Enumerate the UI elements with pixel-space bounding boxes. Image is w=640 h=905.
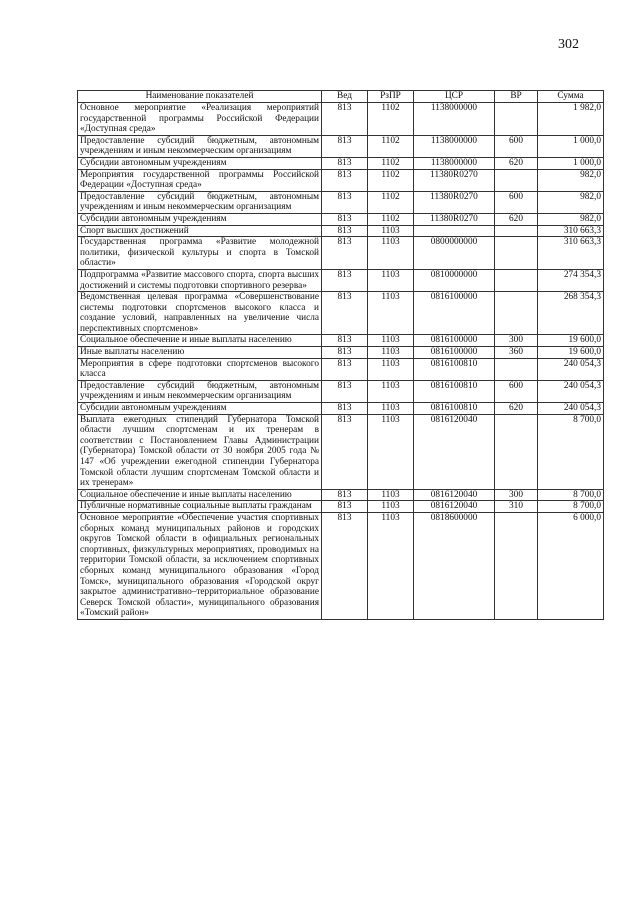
table-row	[78, 335, 604, 347]
table-row	[78, 213, 604, 225]
cell-csr: 1138000000	[414, 103, 495, 136]
column-header-ved: Вед	[322, 91, 368, 103]
cell-csr: 0816120040	[414, 501, 495, 513]
cell-ved: 813	[322, 403, 368, 415]
budget-table	[77, 90, 604, 620]
cell-rzpr: 1103	[368, 269, 414, 291]
cell-ved: 813	[322, 269, 368, 291]
cell-ved: 813	[322, 225, 368, 237]
cell-vr	[495, 512, 538, 619]
cell-sum: 310 663,3	[538, 225, 604, 237]
table-row	[78, 135, 604, 157]
table-row	[78, 512, 604, 619]
table-row	[78, 403, 604, 415]
cell-rzpr: 1103	[368, 489, 414, 501]
cell-rzpr: 1103	[368, 347, 414, 359]
cell-sum: 240 054,3	[538, 403, 604, 415]
cell-ved: 813	[322, 358, 368, 380]
table-row	[78, 358, 604, 380]
cell-name: Предоставление субсидий бюджетным, автономным учреждениям и иным некоммерческим организациям	[78, 135, 322, 157]
cell-vr	[495, 269, 538, 291]
cell-name: Государственная программа «Развитие молодежной политики, физической культуры и спорта в Томской области»	[78, 237, 322, 270]
cell-rzpr: 1103	[368, 292, 414, 335]
table-row	[78, 225, 604, 237]
cell-csr: 0816100810	[414, 380, 495, 402]
cell-rzpr: 1103	[368, 358, 414, 380]
table-row	[78, 157, 604, 169]
cell-ved: 813	[322, 292, 368, 335]
table-row	[78, 191, 604, 213]
cell-ved: 813	[322, 347, 368, 359]
table-row	[78, 292, 604, 335]
cell-csr: 0818600000	[414, 512, 495, 619]
cell-name: Субсидии автономным учреждениям	[78, 403, 322, 415]
cell-rzpr: 1102	[368, 135, 414, 157]
cell-csr	[414, 225, 495, 237]
cell-sum: 19 600,0	[538, 347, 604, 359]
table-row	[78, 269, 604, 291]
cell-csr: 11380R0270	[414, 191, 495, 213]
cell-name: Подпрограмма «Развитие массового спорта, спорта высших достижений и системы подготовки спортивного резерва»	[78, 269, 322, 291]
cell-ved: 813	[322, 501, 368, 513]
cell-csr: 0816100000	[414, 347, 495, 359]
cell-sum: 310 663,3	[538, 237, 604, 270]
cell-ved: 813	[322, 414, 368, 489]
cell-csr: 0810000000	[414, 269, 495, 291]
cell-name: Ведомственная целевая программа «Совершенствование системы подготовки спортсменов высокого класса и создание условий, направленных на увеличение числа перспективных спортсменов»	[78, 292, 322, 335]
cell-vr	[495, 169, 538, 191]
cell-vr: 360	[495, 347, 538, 359]
column-header-csr: ЦСР	[414, 91, 495, 103]
cell-ved: 813	[322, 103, 368, 136]
cell-sum: 8 700,0	[538, 489, 604, 501]
cell-csr: 11380R0270	[414, 169, 495, 191]
cell-vr	[495, 225, 538, 237]
cell-vr: 600	[495, 191, 538, 213]
column-header-sum: Сумма	[538, 91, 604, 103]
column-header-vr: ВР	[495, 91, 538, 103]
table-row	[78, 380, 604, 402]
cell-ved: 813	[322, 380, 368, 402]
table-row	[78, 169, 604, 191]
cell-sum: 240 054,3	[538, 358, 604, 380]
cell-vr: 300	[495, 489, 538, 501]
cell-csr: 0800000000	[414, 237, 495, 270]
table-row	[78, 501, 604, 513]
cell-sum: 268 354,3	[538, 292, 604, 335]
cell-ved: 813	[322, 157, 368, 169]
cell-sum: 1 982,0	[538, 103, 604, 136]
cell-rzpr: 1102	[368, 191, 414, 213]
cell-sum: 8 700,0	[538, 501, 604, 513]
cell-name: Основное мероприятие «Обеспечение участия спортивных сборных команд муниципальных районов и городских округов Томской области в официальных региональных спортивных, физкультурных мероприятиях, проводимых на территории Томской области, за исключением спортивных сборных команд муниципального образования «Город Томск», муниципального образования «Городской округ закрытое административно–территориальное образование Северск Томской области», муниципального образования «Томский район»	[78, 512, 322, 619]
page-number: 302	[558, 37, 579, 52]
cell-rzpr: 1102	[368, 157, 414, 169]
cell-name: Спорт высших достижений	[78, 225, 322, 237]
cell-vr: 600	[495, 380, 538, 402]
cell-name: Предоставление субсидий бюджетным, автономным учреждениям и иным некоммерческим организациям	[78, 191, 322, 213]
cell-ved: 813	[322, 489, 368, 501]
cell-vr	[495, 358, 538, 380]
cell-rzpr: 1103	[368, 225, 414, 237]
cell-sum: 19 600,0	[538, 335, 604, 347]
cell-name: Иные выплаты населению	[78, 347, 322, 359]
cell-rzpr: 1103	[368, 414, 414, 489]
cell-ved: 813	[322, 213, 368, 225]
cell-csr: 0816100000	[414, 335, 495, 347]
column-header-rzpr: РзПР	[368, 91, 414, 103]
cell-ved: 813	[322, 169, 368, 191]
cell-sum: 982,0	[538, 213, 604, 225]
cell-sum: 8 700,0	[538, 414, 604, 489]
cell-name: Основное мероприятие «Реализация мероприятий государственной программы Российской Федерации «Доступная среда»	[78, 103, 322, 136]
cell-vr	[495, 292, 538, 335]
cell-vr: 600	[495, 135, 538, 157]
cell-csr: 11380R0270	[414, 213, 495, 225]
cell-vr: 300	[495, 335, 538, 347]
cell-name: Субсидии автономным учреждениям	[78, 157, 322, 169]
cell-name: Мероприятия государственной программы Российской Федерации «Доступная среда»	[78, 169, 322, 191]
cell-rzpr: 1102	[368, 213, 414, 225]
cell-vr	[495, 103, 538, 136]
cell-sum: 1 000,0	[538, 135, 604, 157]
cell-vr: 620	[495, 157, 538, 169]
table-row	[78, 237, 604, 270]
cell-ved: 813	[322, 135, 368, 157]
cell-csr: 1138000000	[414, 135, 495, 157]
cell-csr: 0816100000	[414, 292, 495, 335]
cell-rzpr: 1103	[368, 380, 414, 402]
cell-name: Выплата ежегодных стипендий Губернатора Томской области лучшим спортсменам и их тренерам в соответствии с Постановлением Главы Администрации (Губернатора) Томской области от 30 ноября 2005 года № 147 «Об учреждении ежегодной стипендии Губернатора Томской области лучшим спортсменам Томской области и их тренерам»	[78, 414, 322, 489]
cell-ved: 813	[322, 512, 368, 619]
cell-vr: 620	[495, 213, 538, 225]
cell-ved: 813	[322, 191, 368, 213]
cell-sum: 982,0	[538, 191, 604, 213]
table-row	[78, 489, 604, 501]
column-header-name: Наименование показателей	[78, 91, 322, 103]
cell-csr: 0816100810	[414, 403, 495, 415]
cell-sum: 6 000,0	[538, 512, 604, 619]
cell-sum: 1 000,0	[538, 157, 604, 169]
cell-sum: 240 054,3	[538, 380, 604, 402]
cell-csr: 1138000000	[414, 157, 495, 169]
cell-csr: 0816120040	[414, 489, 495, 501]
cell-name: Социальное обеспечение и иные выплаты населению	[78, 335, 322, 347]
cell-rzpr: 1103	[368, 403, 414, 415]
cell-csr: 0816120040	[414, 414, 495, 489]
cell-vr: 620	[495, 403, 538, 415]
cell-ved: 813	[322, 237, 368, 270]
cell-name: Субсидии автономным учреждениям	[78, 213, 322, 225]
cell-rzpr: 1103	[368, 237, 414, 270]
cell-vr	[495, 414, 538, 489]
cell-rzpr: 1102	[368, 103, 414, 136]
cell-name: Социальное обеспечение и иные выплаты населению	[78, 489, 322, 501]
table-row	[78, 103, 604, 136]
cell-sum: 274 354,3	[538, 269, 604, 291]
cell-name: Мероприятия в сфере подготовки спортсменов высокого класса	[78, 358, 322, 380]
cell-rzpr: 1103	[368, 335, 414, 347]
cell-csr: 0816100810	[414, 358, 495, 380]
cell-vr: 310	[495, 501, 538, 513]
cell-rzpr: 1103	[368, 512, 414, 619]
cell-sum: 982,0	[538, 169, 604, 191]
cell-ved: 813	[322, 335, 368, 347]
cell-rzpr: 1103	[368, 501, 414, 513]
table-header-row	[78, 91, 604, 103]
cell-vr	[495, 237, 538, 270]
cell-rzpr: 1102	[368, 169, 414, 191]
table-row	[78, 414, 604, 489]
cell-name: Публичные нормативные социальные выплаты гражданам	[78, 501, 322, 513]
cell-name: Предоставление субсидий бюджетным, автономным учреждениям и иным некоммерческим организациям	[78, 380, 322, 402]
table-row	[78, 347, 604, 359]
